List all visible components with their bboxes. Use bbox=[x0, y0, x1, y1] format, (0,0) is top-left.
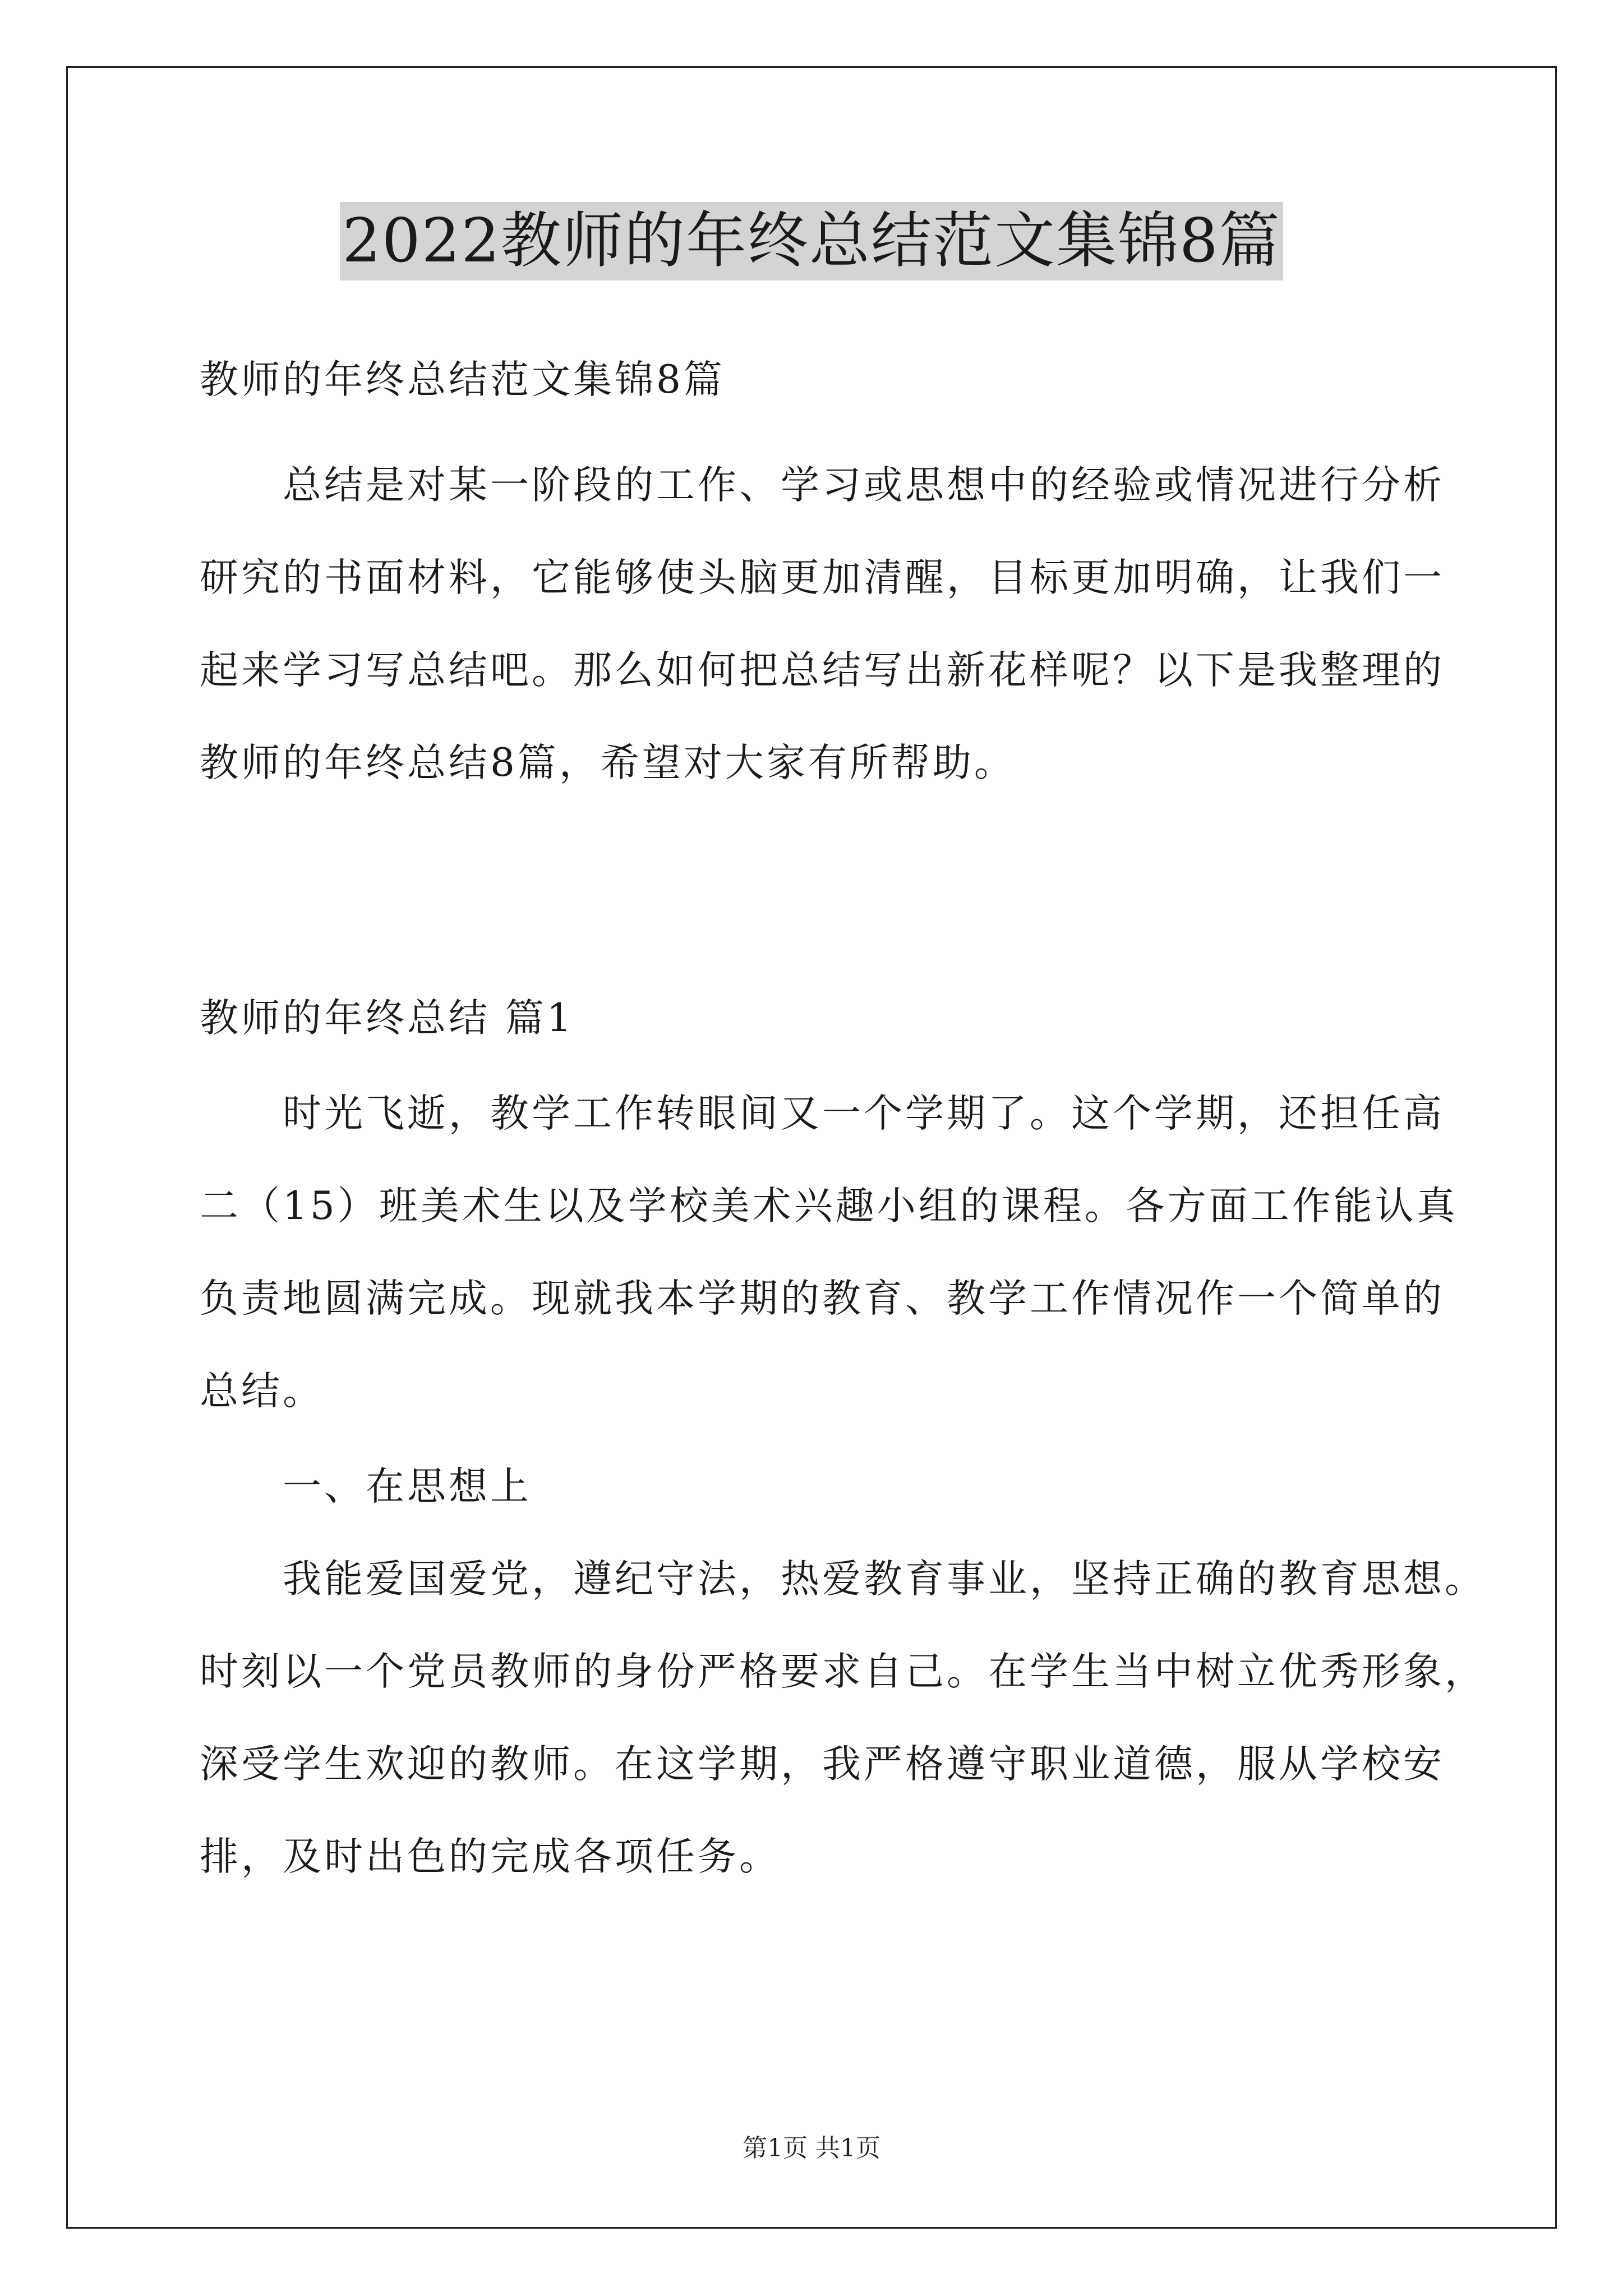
paragraph-line: 深受学生欢迎的教师。在这学期，我严格遵守职业道德，服从学校安 bbox=[200, 1742, 1445, 1787]
intro-line: 总结是对某一阶段的工作、学习或思想中的经验或情况进行分析 bbox=[283, 463, 1445, 508]
intro-line: 研究的书面材料，它能够使头脑更加清醒，目标更加明确，让我们一 bbox=[200, 555, 1445, 600]
page-footer: 第1页 共1页 bbox=[743, 2134, 880, 2162]
section-heading: 教师的年终总结 篇1 bbox=[200, 996, 574, 1041]
paragraph-line: 二（15）班美术生以及学校美术兴趣小组的课程。各方面工作能认真 bbox=[200, 1184, 1458, 1228]
paragraph-line: 排，及时出色的完成各项任务。 bbox=[200, 1834, 781, 1879]
subsection-heading: 一、在思想上 bbox=[283, 1464, 532, 1509]
document-title: 2022教师的年终总结范文集锦8篇 bbox=[340, 202, 1283, 280]
intro-line: 起来学习写总结吧。那么如何把总结写出新花样呢？以下是我整理的 bbox=[200, 648, 1445, 693]
document-title-wrapper bbox=[0, 202, 1623, 280]
paragraph-line: 时光飞逝，教学工作转眼间又一个学期了。这个学期，还担任高 bbox=[283, 1091, 1445, 1136]
paragraph-line: 时刻以一个党员教师的身份严格要求自己。在学生当中树立优秀形象， bbox=[200, 1649, 1486, 1694]
paragraph-line: 总结。 bbox=[200, 1369, 324, 1414]
paragraph-line: 我能爱国爱党，遵纪守法，热爱教育事业，坚持正确的教育思想。 bbox=[283, 1557, 1486, 1602]
intro-line: 教师的年终总结8篇，希望对大家有所帮助。 bbox=[200, 740, 1016, 785]
document-subtitle: 教师的年终总结范文集锦8篇 bbox=[200, 357, 725, 402]
paragraph-line: 负责地圆满完成。现就我本学期的教育、教学工作情况作一个简单的 bbox=[200, 1276, 1445, 1321]
